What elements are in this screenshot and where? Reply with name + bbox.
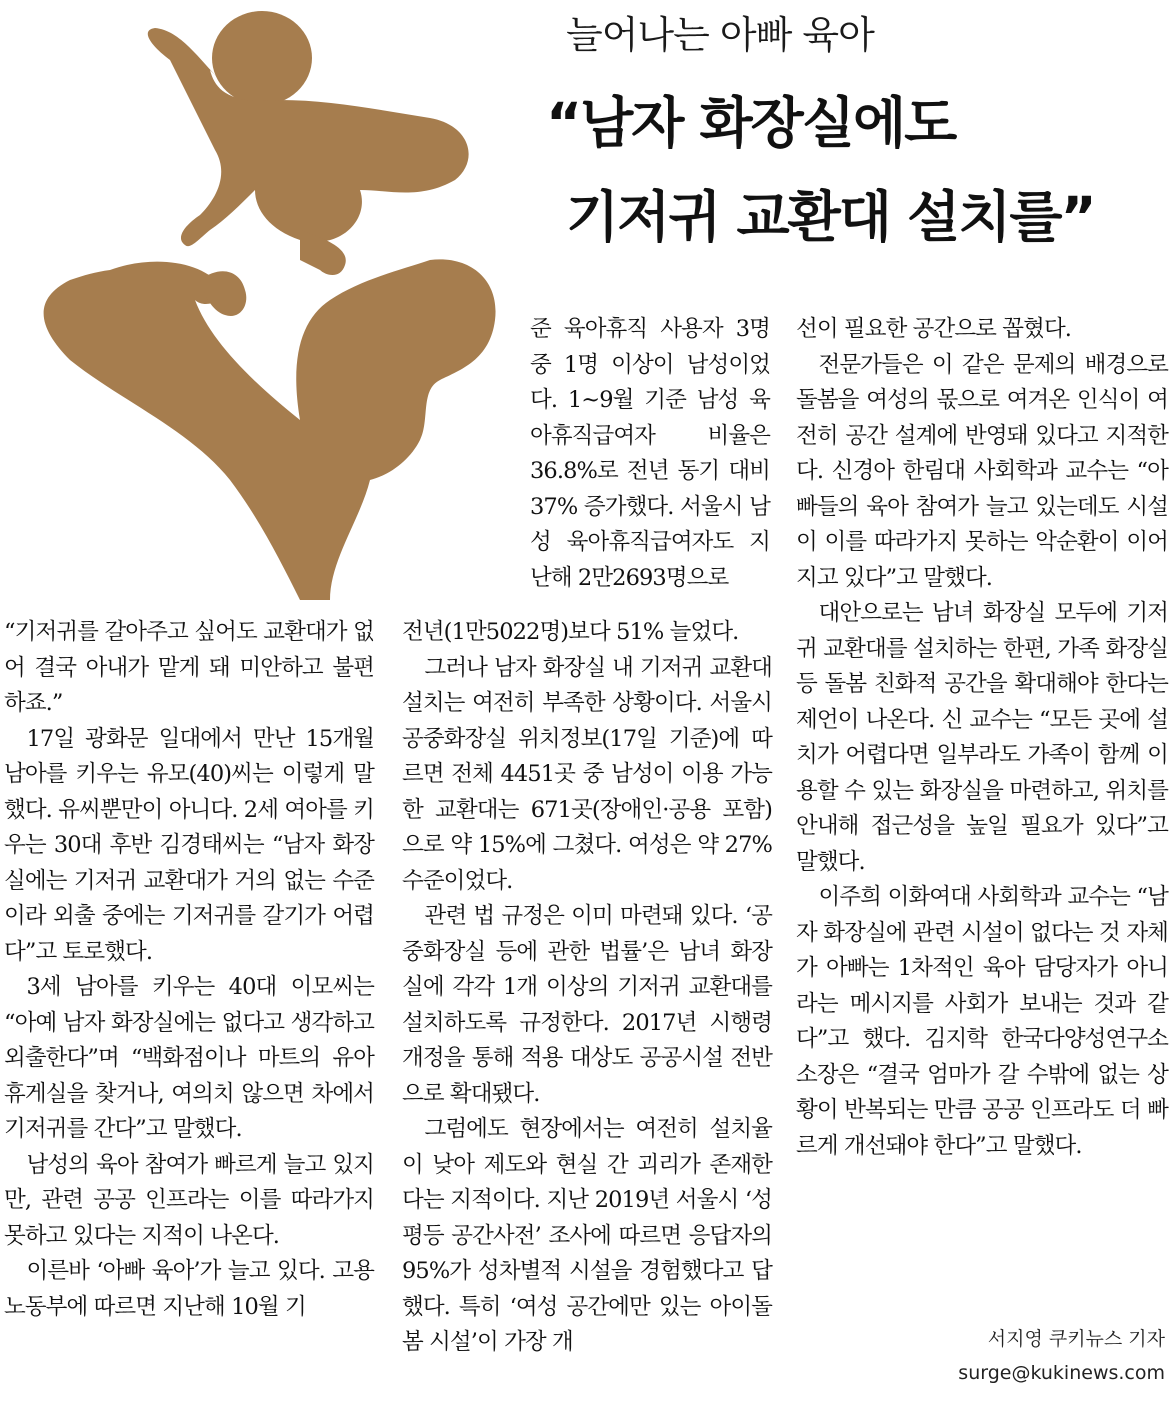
paragraph: “기저귀를 갈아주고 싶어도 교환대가 없어 결국 아내가 맡게 돼 미안하고 불편하죠.” [4,619,374,716]
paragraph: 그러나 남자 화장실 내 기저귀 교환대 설치는 여전히 부족한 상황이다. 서울시 공중화장실 위치정보(17일 기준)에 따르면 전체 4451곳 중 남성이 이용 가능한 교환대는 671곳(장애인·공용 포함)으로 약 15%에 그쳤다. 여성은 약 27% 수준이었다. [402,654,772,894]
paragraph: 3세 남아를 키우는 40대 이모씨는 “아예 남자 화장실에는 없다고 생각하고 외출한다”며 “백화점이나 마트의 유아휴게실을 찾거나, 여의치 않으면 차에서 기저귀를 간다”고 말했다. [4,974,374,1142]
headline-line-1: “남자 화장실에도 [546,91,956,155]
article-column-2 [402,615,772,1361]
paragraph: 준 육아휴직 사용자 3명 중 1명 이상이 남성이었다. 1~9월 기준 남성 육아휴직급여자 비율은 36.8%로 전년 동기 대비 37% 증가했다. 서울시 남성 육아휴직급여자도 지난해 2만2693명으로 [530,316,770,591]
paragraph: 남성의 육아 참여가 빠르게 늘고 있지만, 관련 공공 인프라는 이를 따라가지 못하고 있다는 지적이 나온다. [4,1151,374,1249]
article-kicker: 늘어나는 아빠 육아 [566,13,874,57]
article-column-3 [796,312,1168,1164]
article-column-2-top [530,312,770,596]
paragraph: 이른바 ‘아빠 육아’가 늘고 있다. 고용노동부에 따르면 지난해 10월 기 [4,1258,374,1320]
article-headline [546,76,1095,264]
paragraph: 전년(1만5022명)보다 51% 늘었다. [402,619,739,645]
paragraph: 이주희 이화여대 사회학과 교수는 “남자 화장실에 관련 시설이 없다는 것 자체가 아빠는 1차적인 육아 담당자가 아니라는 메시지를 사회가 보내는 것과 같다”고 했다. 김지학 한국다양성연구소 소장은 “결국 엄마가 갈 수밖에 없는 상황이 반복되는 만큼 공공 인프라도 더 빠르게 개선돼야 한다”고 말했다. [796,884,1168,1159]
article-column-1 [4,615,374,1325]
paragraph: 17일 광화문 일대에서 만난 15개월 남아를 키우는 유모(40)씨는 이렇게 말했다. 유씨뿐만이 아니다. 2세 여아를 키우는 30대 후반 김경태씨는 “남자 화장실에는 기저귀 교환대가 거의 없는 수준이라 외출 중에는 기저귀를 갈기가 어렵다”고 토로했다. [4,725,374,965]
reporter-email[interactable]: surge@kukinews.com [958,1362,1165,1384]
paragraph: 그럼에도 현장에서는 여전히 설치율이 낮아 제도와 현실 간 괴리가 존재한다는 지적이다. 지난 2019년 서울시 ‘성평등 공간사전’ 조사에 따르면 응답자의 95%가 성차별적 시설을 경험했다고 답했다. 특히 ‘여성 공간에만 있는 아이돌봄 시설’이 가장 개 [402,1116,772,1355]
paragraph: 관련 법 규정은 이미 마련돼 있다. ‘공중화장실 등에 관한 법률’은 남녀 화장실에 각각 1개 이상의 기저귀 교환대를 설치하도록 규정한다. 2017년 시행령 개정을 통해 적용 대상도 공공시설 전반으로 확대됐다. [402,903,772,1107]
paragraph: 대안으로는 남녀 화장실 모두에 기저귀 교환대를 설치하는 한편, 가족 화장실 등 돌봄 친화적 공간을 확대해야 한다는 제언이 나온다. 신 교수는 “모든 곳에 설치가 어렵다면 일부라도 가족이 함께 이용할 수 있는 화장실을 마련하고, 위치를 안내해 접근성을 높일 필요가 있다”고 말했다. [796,600,1168,875]
reporter-name: 서지영 쿠키뉴스 기자 [987,1328,1165,1350]
byline [958,1322,1165,1390]
paragraph: 선이 필요한 공간으로 꼽혔다. [796,316,1072,342]
father-baby-silhouette [0,0,500,600]
headline-line-2: 기저귀 교환대 설치를” [566,185,1095,249]
paragraph: 전문가들은 이 같은 문제의 배경으로 돌봄을 여성의 몫으로 여겨온 인식이 여전히 공간 설계에 반영돼 있다고 지적한다. 신경아 한림대 사회학과 교수는 “아빠들의 육아 참여가 늘고 있는데도 시설이 이를 따라가지 못하는 악순환이 이어지고 있다”고 말했다. [796,351,1168,591]
